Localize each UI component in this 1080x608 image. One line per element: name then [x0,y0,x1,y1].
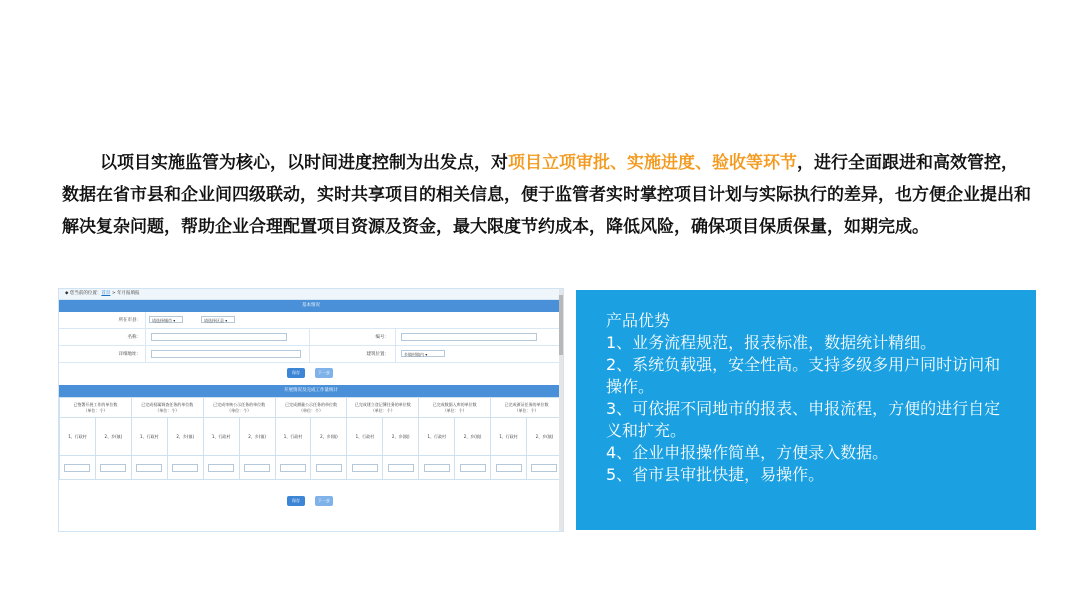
sub-header: 1、行政村 [275,418,311,456]
sub-header: 1、行政村 [203,418,239,456]
address-label: 详细地址： [118,352,141,357]
sub-header: 2、乡(镇) [311,418,347,456]
sub-header: 1、行政村 [131,418,167,456]
table-cell [167,456,203,480]
location-suffix: > 年月报填报 [110,291,140,296]
sub-header: 2、乡(镇) [167,418,203,456]
count-input[interactable] [136,464,162,472]
table-actions [59,480,563,520]
divider [395,346,396,362]
divider [309,346,310,362]
intro-paragraph [62,147,1034,243]
form-row-region [59,312,563,329]
table-cell [239,456,275,480]
next-button[interactable]: 下一步 [315,496,333,506]
divider [145,312,146,328]
advantage-item: 5、省市县审批快捷，易操作。 [606,465,825,484]
position-label: 建筑位置： [366,352,389,357]
home-link[interactable]: 首页 [101,291,111,296]
advantage-item: 4、企业申报操作简单，方便录入数据。 [606,443,889,462]
section-progress-title: 开展情况及完成工作量统计 [59,385,563,397]
sub-header: 1、行政村 [60,418,96,456]
form-row-name [59,329,563,346]
code-label: 编号： [375,335,389,340]
system-screenshot [58,288,564,532]
table-cell [203,456,239,480]
advantage-item: 3、可依据不同地市的报表、申报流程，方便的进行自定义和扩充。 [606,399,1001,440]
scrollbar[interactable] [559,289,563,531]
sub-header: 2、乡(镇) [95,418,131,456]
position-select[interactable]: 乡镇村镇内 ▾ [401,350,445,357]
sub-header: 1、行政村 [419,418,455,456]
region-label: 所在市县： [118,318,141,323]
count-input[interactable] [280,464,306,472]
sub-header: 2、乡(镇) [239,418,275,456]
address-input[interactable] [151,350,301,358]
table-cell [383,456,419,480]
advantages-title: 产品优势 [606,311,671,330]
count-input[interactable] [208,464,234,472]
table-cell [419,456,455,480]
divider [395,329,396,345]
name-input[interactable] [151,333,287,341]
table-cell [455,456,491,480]
divider [145,329,146,345]
count-input[interactable] [388,464,414,472]
table-cell [491,456,527,480]
code-input[interactable] [401,333,537,341]
divider [145,346,146,362]
count-input[interactable] [352,464,378,472]
advantages-panel [576,290,1036,530]
location-breadcrumb [59,289,563,300]
table-cell [95,456,131,480]
column-header: 已完成数据入库的单位数 （单位：个） [419,398,491,418]
count-input[interactable] [460,464,486,472]
column-header: 已完成审核公示任务的单位数 （单位：个） [203,398,275,418]
name-label: 名称： [127,335,141,340]
column-header: 已完成测量公示任务的单位数 （单位：个） [275,398,347,418]
count-input[interactable] [531,464,557,472]
count-input[interactable] [172,464,198,472]
sub-header: 1、行政村 [491,418,527,456]
next-button[interactable]: 下一步 [315,368,333,378]
sub-header: 2、乡(镇) [383,418,419,456]
count-input[interactable] [64,464,90,472]
table-cell [526,456,562,480]
count-input[interactable] [100,464,126,472]
scrollbar-thumb[interactable] [559,295,563,355]
advantage-item: 1、业务流程规范，报表标准，数据统计精细。 [606,333,937,352]
column-header: 已完成权属调查任务的单位数 （单位：个） [131,398,203,418]
table-cell [131,456,167,480]
form-actions [59,363,563,385]
count-input[interactable] [424,464,450,472]
table-cell [347,456,383,480]
intro-text-2: ，进行全面跟进和高效管控，数据在省市县和企业间四级联动，实时共享项目的相关信息，便于监管者实时掌控项目计划与实际执行的差异，也方便企业提出和解决复杂问题，帮助企业合理配置项目资源及资金，最大限度节约成本，降低风险，确保项目保质保量，如期完成。 [62,153,1031,237]
sub-header: 2、乡(镇) [526,418,562,456]
divider [309,329,310,345]
sub-header: 2、乡(镇) [455,418,491,456]
column-header: 已完成建立登记簿任务的单位数 （单位：个） [347,398,419,418]
save-button[interactable]: 保存 [287,368,305,378]
count-input[interactable] [496,464,522,472]
form-row-address [59,346,563,363]
advantage-item: 2、系统负载强，安全性高。支持多级多用户同时访问和操作。 [606,355,1001,396]
table-cell [311,456,347,480]
column-header: 已完成颁证任务的单位数 （单位：个） [491,398,563,418]
location-prefix: ◆ 您当前的位置： [65,291,102,296]
progress-table [59,397,563,480]
save-button[interactable]: 保存 [287,496,305,506]
column-header: 已签署开展工作的单位数 （单位：个） [60,398,132,418]
table-cell [60,456,96,480]
sub-header: 1、行政村 [347,418,383,456]
count-input[interactable] [316,464,342,472]
intro-highlight: 项目立项审批、实施进度、验收等环节 [508,153,797,173]
city-select[interactable]: 请选择城市 ▾ [149,316,183,323]
county-select[interactable]: 请选择区县 ▾ [201,316,235,323]
section-basic-title: 基本情况 [59,300,563,312]
count-input[interactable] [244,464,270,472]
table-cell [275,456,311,480]
intro-text-1: 以项目实施监管为核心，以时间进度控制为出发点，对 [100,153,508,173]
